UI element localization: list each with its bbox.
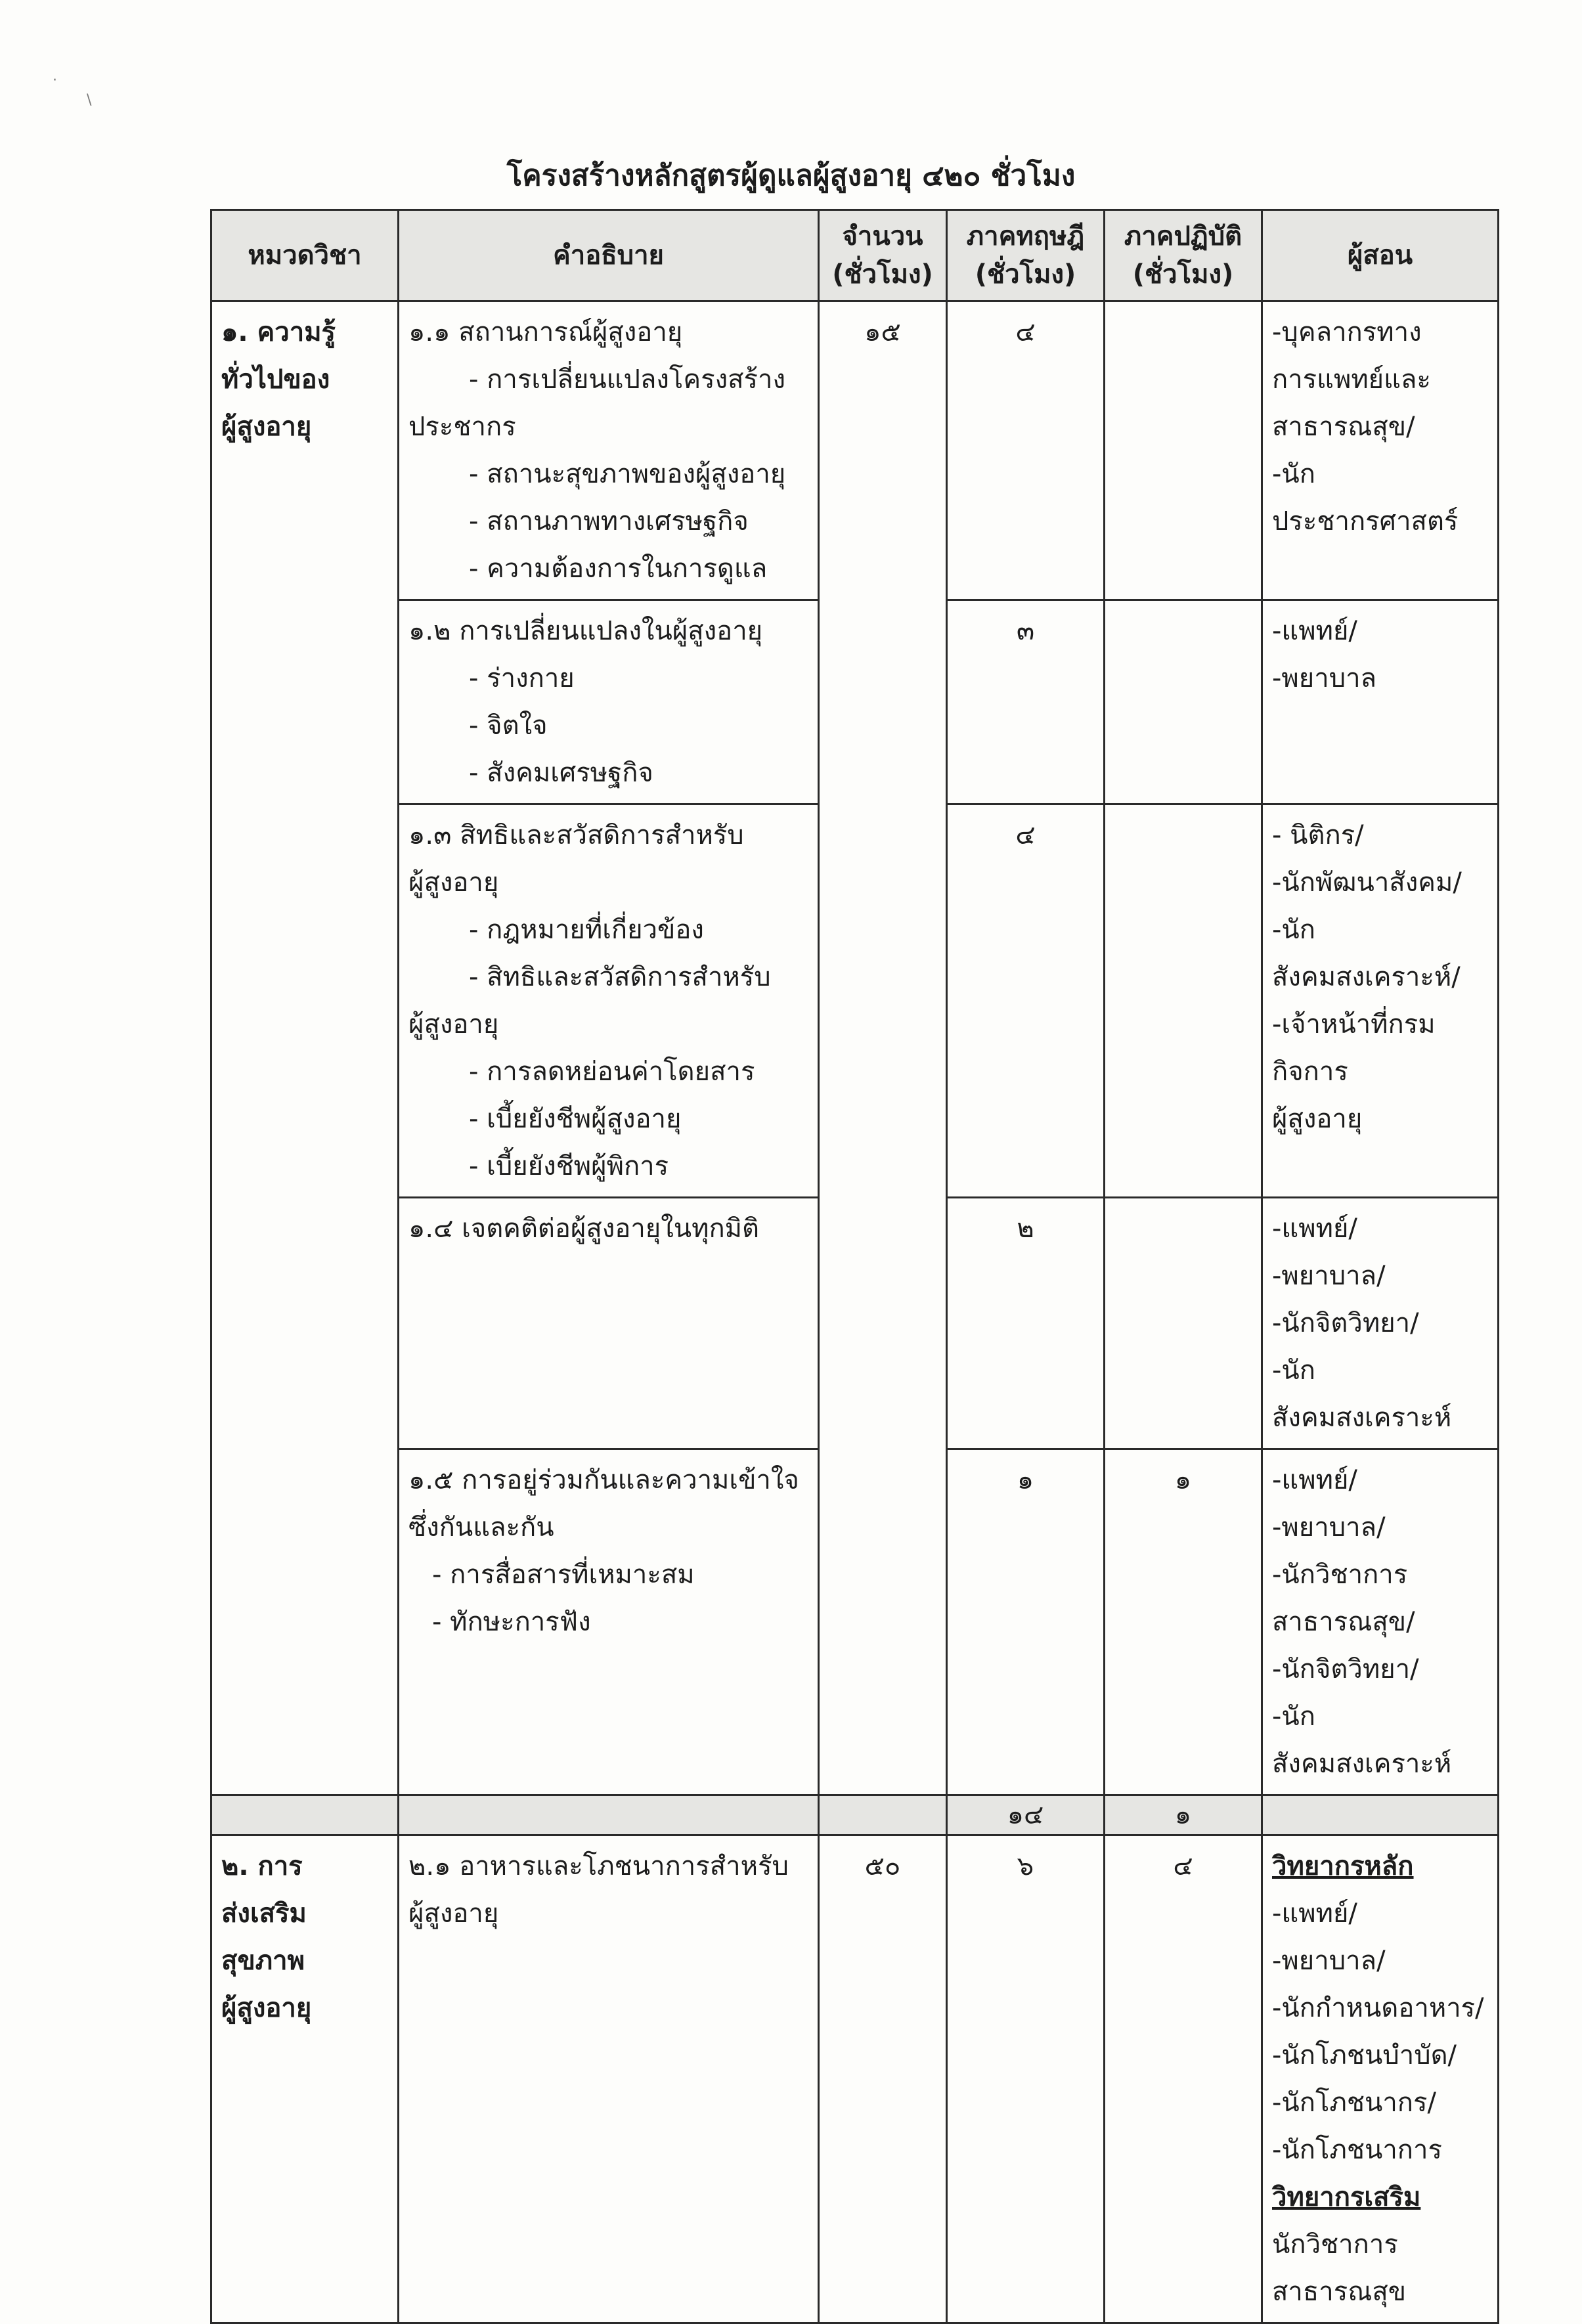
header-theory: ภาคทฤษฎี (ชั่วโมง): [947, 210, 1105, 301]
extra-instructors-label: วิทยากรเสริม: [1272, 2182, 1421, 2212]
practice-cell: [1105, 600, 1262, 804]
description-cell: ๑.๔ เจตคติต่อผู้สูงอายุในทุกมิติ: [399, 1198, 819, 1449]
theory-cell: ๒: [947, 1198, 1105, 1449]
scan-mark: \: [87, 92, 92, 108]
header-description: คำอธิบาย: [399, 210, 819, 301]
header-practice: ภาคปฏิบัติ (ชั่วโมง): [1105, 210, 1262, 301]
header-row: [211, 210, 1499, 301]
main-instructors-label: วิทยากรหลัก: [1272, 1851, 1414, 1881]
scan-mark: ·: [53, 72, 57, 89]
header-category: หมวดวิชา: [211, 210, 399, 301]
instructors-cell: -แพทย์/ -พยาบาล/ -นักวิชาการสาธารณสุข/ -นักจิตวิทยา/ -นักสังคมสงเคราะห์: [1262, 1449, 1499, 1795]
header-hours: จำนวน (ชั่วโมง): [819, 210, 947, 301]
instructors-cell: -แพทย์/ -พยาบาล/ -นักจิตวิทยา/ -นักสังคมสงเคราะห์: [1262, 1198, 1499, 1449]
description-cell: ๑.๒ การเปลี่ยนแปลงในผู้สูงอายุ - ร่างกาย - จิตใจ - สังคมเศรษฐกิจ: [399, 600, 819, 804]
practice-cell: ๔: [1105, 1835, 1262, 2323]
description-cell: ๑.๕ การอยู่ร่วมกันและความเข้าใจ ซึ่งกันและกัน - การสื่อสารที่เหมาะสม - ทักษะการฟัง: [399, 1449, 819, 1795]
subtotal-empty: [1262, 1795, 1499, 1835]
instructors-cell: วิทยากรหลัก -แพทย์/ -พยาบาล/ -นักกำหนดอาหาร/ -นักโภชนบำบัด/ -นักโภชนากร/ -นักโภชนาการ วิทยากรเสริม นักวิชาการสาธารณสุข: [1262, 1835, 1499, 2323]
category-cell: ๑. ความรู้ ทั่วไปของ ผู้สูงอายุ: [211, 301, 399, 1795]
curriculum-table: [210, 209, 1499, 2324]
instructors-cell: - นิติกร/ -นักพัฒนาสังคม/ -นักสังคมสงเคราะห์/ -เจ้าหน้าที่กรมกิจการ ผู้สูงอายุ: [1262, 804, 1499, 1198]
practice-cell: [1105, 804, 1262, 1198]
subtotal-empty: [211, 1795, 399, 1835]
table-row: [211, 1835, 1499, 2323]
description-cell: ๒.๑ อาหารและโภชนาการสำหรับ ผู้สูงอายุ: [399, 1835, 819, 2323]
description-cell: ๑.๓ สิทธิและสวัสดิการสำหรับ ผู้สูงอายุ - กฎหมายที่เกี่ยวข้อง - สิทธิและสวัสดิการสำหรับ ผู้สูงอายุ - การลดหย่อนค่าโดยสาร - เบี้ยยังชีพผู้สูงอายุ - เบี้ยยังชีพผู้พิการ: [399, 804, 819, 1198]
theory-cell: ๖: [947, 1835, 1105, 2323]
practice-cell: [1105, 1198, 1262, 1449]
instructors-cell: -บุคลากรทาง การแพทย์และ สาธารณสุข/ -นักประชากรศาสตร์: [1262, 301, 1499, 600]
category-cell: ๒. การ ส่งเสริม สุขภาพ ผู้สูงอายุ: [211, 1835, 399, 2323]
header-instructors: ผู้สอน: [1262, 210, 1499, 301]
subtotal-empty: [819, 1795, 947, 1835]
theory-cell: ๔: [947, 804, 1105, 1198]
subtotal-practice: ๑: [1105, 1795, 1262, 1835]
hours-cell: ๑๕: [819, 301, 947, 1795]
subtotal-row: [211, 1795, 1499, 1835]
theory-cell: ๓: [947, 600, 1105, 804]
practice-cell: [1105, 301, 1262, 600]
instructors-cell: -แพทย์/ -พยาบาล: [1262, 600, 1499, 804]
table-row: [211, 301, 1499, 600]
page-title: โครงสร้างหลักสูตรผู้ดูแลผู้สูงอายุ ๔๒๐ ชั่วโมง: [506, 159, 1076, 192]
subtotal-empty: [399, 1795, 819, 1835]
hours-cell: ๕๐: [819, 1835, 947, 2323]
description-cell: ๑.๑ สถานการณ์ผู้สูงอายุ - การเปลี่ยนแปลงโครงสร้าง ประชากร - สถานะสุขภาพของผู้สูงอายุ - สถานภาพทางเศรษฐกิจ - ความต้องการในการดูแล: [399, 301, 819, 600]
subtotal-theory: ๑๔: [947, 1795, 1105, 1835]
theory-cell: ๑: [947, 1449, 1105, 1795]
practice-cell: ๑: [1105, 1449, 1262, 1795]
theory-cell: ๔: [947, 301, 1105, 600]
